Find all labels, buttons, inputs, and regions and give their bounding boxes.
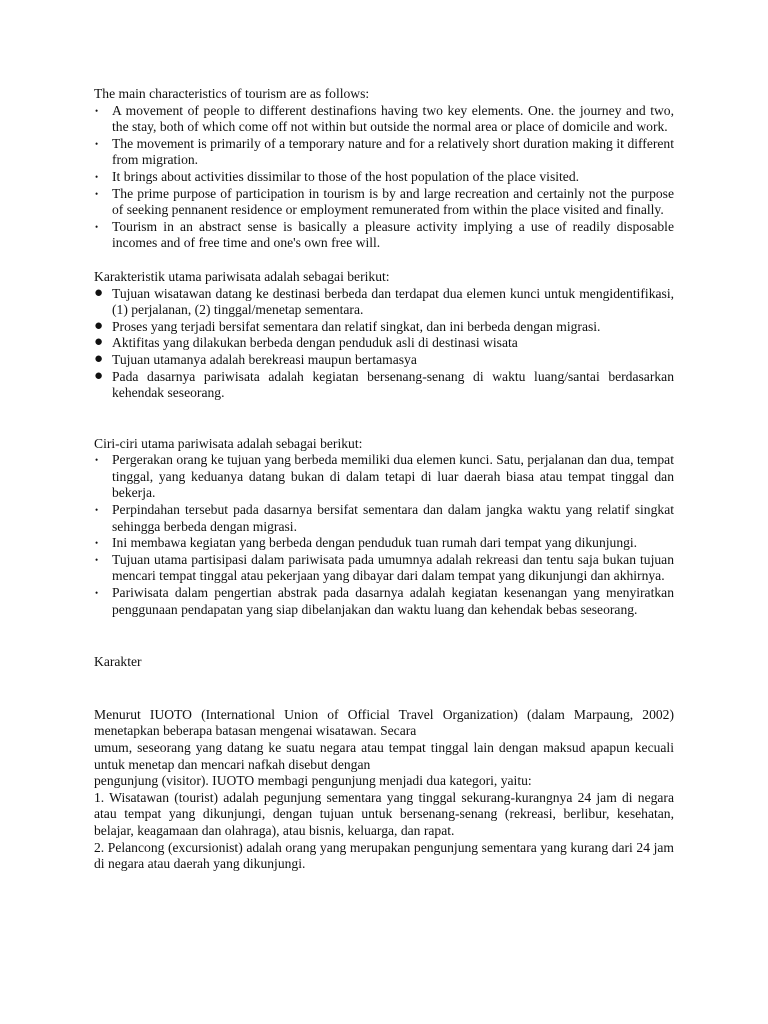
characteristics-list-indonesian	[94, 286, 674, 402]
list-item: ● Tujuan utamanya adalah berekreasi maupun bertamasya	[94, 350, 417, 367]
list-item: • The prime purpose of participation in tourism is by and large recreation and certainly not the purpose of seeking pennanent residence or employment remunerated from within the place visited and finally.	[95, 185, 674, 218]
bullet-icon: ●	[94, 350, 104, 367]
bullet-icon: •	[95, 171, 99, 182]
paragraph: Menurut IUOTO (International Union of Official Travel Organization) (dalam Marpaung, 2002) menetapkan beberapa batasan mengenai wisatawan. Secara	[94, 706, 674, 739]
list-item: • Perpindahan tersebut pada dasarnya bersifat sementara dan dalam jangka waktu yang relatif singkat sehingga berbeda dengan migrasi.	[95, 502, 674, 534]
list-item: • Pariwisata dalam pengertian abstrak pada dasarnya adalah kegiatan kesenangan yang menyiratkan penggunaan pendapatan yang siap dibelanjakan dan waktu luang dan kehendak bebas seseorang.	[95, 585, 674, 617]
paragraph: 1. Wisatawan (tourist) adalah pegunjung sementara yang tinggal sekurang-kurangnya 24 jam di negara atau tempat yang dikunjungi, dengan tujuan untuk bersenang-senang (rekreasi, berlibur, kesehatan, belajar, keagamaan dan olahraga), atau bisnis, keluarga, dan rapat.	[94, 789, 674, 838]
list-item: ● Pada dasarnya pariwisata adalah kegiatan bersenang-senang di waktu luang/santai berdasarkan kehendak seseorang.	[94, 367, 674, 401]
bullet-icon: •	[95, 138, 99, 149]
list-item: ● Aktifitas yang dilakukan berbeda dengan penduduk asli di destinasi wisata	[94, 334, 518, 351]
list-item: • Ini membawa kegiatan yang berbeda dengan penduduk tuan rumah dari tempat yang dikunjungi.	[95, 535, 638, 551]
document-body	[94, 86, 674, 873]
list-item: ● Tujuan wisatawan datang ke destinasi berbeda dan terdapat dua elemen kunci untuk mengidentifikasi, (1) perjalanan, (2) tinggal/menetap sementara.	[94, 284, 674, 318]
paragraph: pengunjung (visitor). IUOTO membagi pengunjung menjadi dua kategori, yaitu:	[94, 773, 532, 789]
bullet-icon: ●	[94, 334, 104, 351]
bullet-icon: ●	[94, 284, 104, 301]
characteristics-list-english	[94, 103, 674, 252]
list-item: • It brings about activities dissimilar to those of the host population of the place visited.	[95, 168, 580, 184]
list-item: • A movement of people to different destinafions having two key elements. One. the journey and two, the stay, both of which come off not within but outside the normal area or place of domicile and work.	[95, 102, 674, 135]
karakter-label: Karakter	[94, 654, 142, 670]
bullet-icon: ●	[94, 317, 104, 334]
bullet-icon: •	[95, 455, 99, 466]
list-item: • The movement is primarily of a temporary nature and for a relatively short duration making it different from migration.	[95, 135, 674, 168]
bullet-icon: ●	[94, 367, 104, 384]
bullet-icon: •	[95, 588, 99, 599]
list-item: • Tujuan utama partisipasi dalam pariwisata pada umumnya adalah rekreasi dan tentu saja bukan tujuan mencari tempat tinggal atau pekerjaan yang dibayar dari dalam tempat yang dikunjungi dan akhirnya.	[95, 551, 674, 584]
bullet-icon: •	[95, 554, 99, 565]
list-item: • Tourism in an abstract sense is basically a pleasure activity implying a use of readily disposable incomes and of free time and one's own free will.	[95, 218, 674, 251]
paragraph: 2. Pelancong (excursionist) adalah orang yang merupakan pengunjung sementara yang kurang dari 24 jam di negara atau daerah yang dikunjungi.	[94, 839, 674, 872]
bullet-icon: •	[95, 505, 99, 516]
section-heading-karakteristik: Karakteristik utama pariwisata adalah sebagai berikut:	[94, 268, 390, 284]
section-heading-ciri-ciri: Ciri-ciri utama pariwisata adalah sebagai berikut:	[94, 435, 363, 451]
bullet-icon: •	[95, 188, 99, 199]
list-item: • Pergerakan orang ke tujuan yang berbeda memiliki dua elemen kunci. Satu, perjalanan dan dua, tempat tinggal, yang keduanya datang bukan di dalam tetapi di luar daerah biasa atau tempat tinggal dan bekerja.	[95, 452, 674, 501]
bullet-icon: •	[95, 538, 99, 549]
bullet-icon: •	[95, 105, 99, 116]
ciri-ciri-list	[94, 452, 674, 618]
bullet-icon: •	[95, 221, 99, 232]
paragraph: umum, seseorang yang datang ke suatu negara atau tempat tinggal lain dengan maksud apapun kecuali untuk menetap dan mencari nafkah disebut dengan	[94, 740, 674, 772]
section-heading-english: The main characteristics of tourism are as follows:	[94, 86, 370, 101]
list-item: ● Proses yang terjadi bersifat sementara dan relatif singkat, dan ini berbeda dengan migrasi.	[94, 317, 601, 334]
